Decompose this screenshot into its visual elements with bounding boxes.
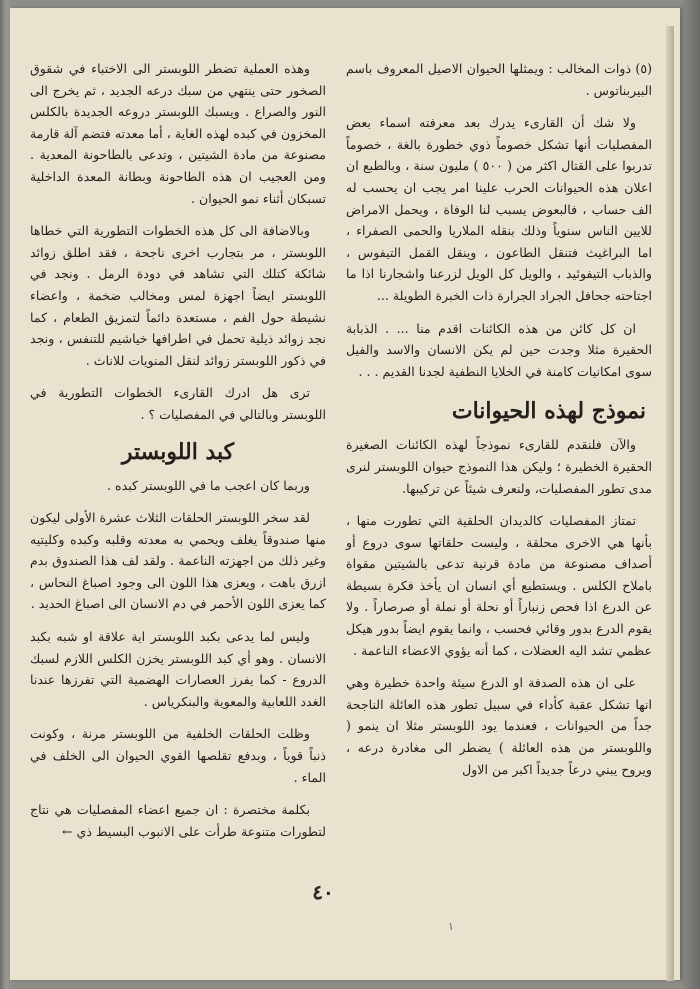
paragraph: على ان هذه الصدفة او الدرع سيئة واحدة خطيرة وهي انها تشكل عقبة كأداء في سبيل تطور هذه العائلة الناجحة جداً من الحيوانات ، فعندما يود اللوبستر مثلا ان ينمو ( واللوبستر من هذه العائلة ) يضطر الى مغادرة درعه ، ويروح يبني درعاً جديداً اكبر من الاول <box>346 675 652 777</box>
section-heading: كبد اللوبستر <box>121 438 235 465</box>
section-heading: نموذج لهذه الحيوانات <box>451 398 646 425</box>
paragraph: وبالاضافة الى كل هذه الخطوات التطورية التي خطاها اللوبستر ، مر بتجارب اخرى ناجحة ، فقد اطلق زوائد شائكة كتلك التي تشاهد في دودة الرمل . ونجد في اللوبستر ايضاً اجهزة لمس ومخالب ضخمة ، واعضاء نشيطة حول الفم ، مستعدة دائماً لتمزيق الطعام ، كما نجد زوائد ذيلية تحمل في اطرافها خياشيم للتنفس ، ونجد في ذكور اللوبستر زوائد لنقل المنويات للاناث . <box>30 223 326 368</box>
document-page <box>10 8 680 980</box>
paragraph: ان كل كائن من هذه الكائنات اقدم منا ... . الذبابة الحقيرة مثلا وجدت حين لم يكن الانسان والاسد والفيل سوى امكانيات كامنة في الخلايا النطفية لجدنا القديم . . . <box>346 320 652 379</box>
page-number: ٤٠ <box>312 880 334 904</box>
paragraph: وظلت الحلقات الخلفية من اللوبستر مرنة ، وكونت ذنباً قوياً ، وبدفع تقلصها القوي الحيوان الى الخلف في الماء . <box>30 726 326 785</box>
paragraph: ترى هل ادرك القارىء الخطوات التطورية في اللوبستر وبالتالي في المفصليات ؟ . <box>30 385 326 422</box>
page-edge-shadow <box>666 26 674 981</box>
paragraph: وربما كان اعجب ما في اللوبستر كبده . <box>106 477 310 493</box>
paragraph: وليس لما يدعى بكبد اللوبستر اية علاقة او شبه بكبد الانسان . وهو أي كبد اللوبستر يخزن الكلس اللازم لسبك الدروع - كما يفرز العصارات الهضمية التي تفرزها عندنا الغدد اللعابية والمعوية والبنكرياس . <box>30 629 326 709</box>
paragraph: (٥) ذوات المخالب : ويمثلها الحيوان الاصيل المعروف باسم البيربناتوس . <box>346 61 652 98</box>
paragraph: والآن فلنقدم للقارىء نموذجاً لهذه الكائنات الصغيرة الحقيرة الخطيرة ؛ وليكن هذا النموذج حيوان اللوبستر لنرى مدى تطور المفصليات، ولنعرف شيئاً عن تركيبها. <box>346 437 652 496</box>
page-mark: ١ <box>448 920 454 933</box>
paragraph: تمتاز المفصليات كالديدان الحلقية التي تطورت منها ، بأنها هي الاخرى محلقة ، وليست حلقاتها سوى دروع أو أصداف مصنوعة من مادة قرنية تدعى بالشيتين مقواة باملاح الكلس . ويستطيع أي انسان ان يأخذ فكرة بسيطة عن الدرع اذا فحص زنباراً أو نحلة أو نملة أو صرصاراً . ولا يقوم الدرع بدور وقائي فحسب ، وانما يقوم ايضاً بدور هيكل عظمي تشد اليه العضلات ، كما أنه يؤوي الاعضاء الناعمة . <box>346 513 652 658</box>
right-column <box>346 58 652 791</box>
left-column <box>30 58 326 853</box>
paragraph: وهذه العملية تضطر اللوبستر الى الاختباء في شقوق الصخور حتى ينتهي من سبك درعه الجديد ، ثم يخرج الى النور والصراع . ويسبك اللوبستر دروعه الجديدة بالكلس المخزون في كبده لهذه الغاية ، أما معدته فتضم آلة قارمة مصنوعة من مادة الشيتين ، وتدعى بالطاحونة المعدية . ومن العجيب ان هذه الطاحونة وبطانة المعدة الداخلية تسبكان أثناء نمو الحيوان . <box>30 61 326 206</box>
paragraph: ولا شك أن القارىء يدرك بعد معرفته اسماء بعض المفصليات أنها تشكل خصوماً ذوي خطورة بالغة ، خصوماً تدربوا على القتال اكثر من ( ٥٠٠ ) مليون سنة ، وبالطبع ان اعلان هذه الحيوانات الحرب علينا امر يجب ان يحسب له الف حساب ، فالبعوض يسبب لنا الوفاة ، ويحمل الامراض للايين الناس سنوياً وذلك بنقله الملاريا والحمى الصفراء ، اما البراغيث فتنقل الطاعون ، وينقل القمل التيفوس ، والذباب التيفوئيد ، والويل كل الويل لزرعنا واشجارنا اذا ما اجتاحته جحافل الجراد الجرارة ذات الخبرة الطويلة ... <box>346 115 652 303</box>
paragraph: بكلمة مختصرة : ان جميع اعضاء المفصليات هي نتاج لتطورات متنوعة طرأت على الانبوب البسيط ذي ← <box>30 802 326 839</box>
paragraph: لقد سخر اللوبستر الحلقات الثلاث عشرة الأولى ليكون منها صندوقاً يغلف ويحمي به معدته وقلبه وكبده وكليتيه وغير ذلك من اجهزته الناعمة . ولقد لف هذا الصندوق بدم ازرق باهت ، ويعزى هذا اللون الى وجود اصباغ النحاس ، كما يعزى اللون الأحمر في دم الانسان الى اصباغ الحديد . <box>30 510 326 612</box>
